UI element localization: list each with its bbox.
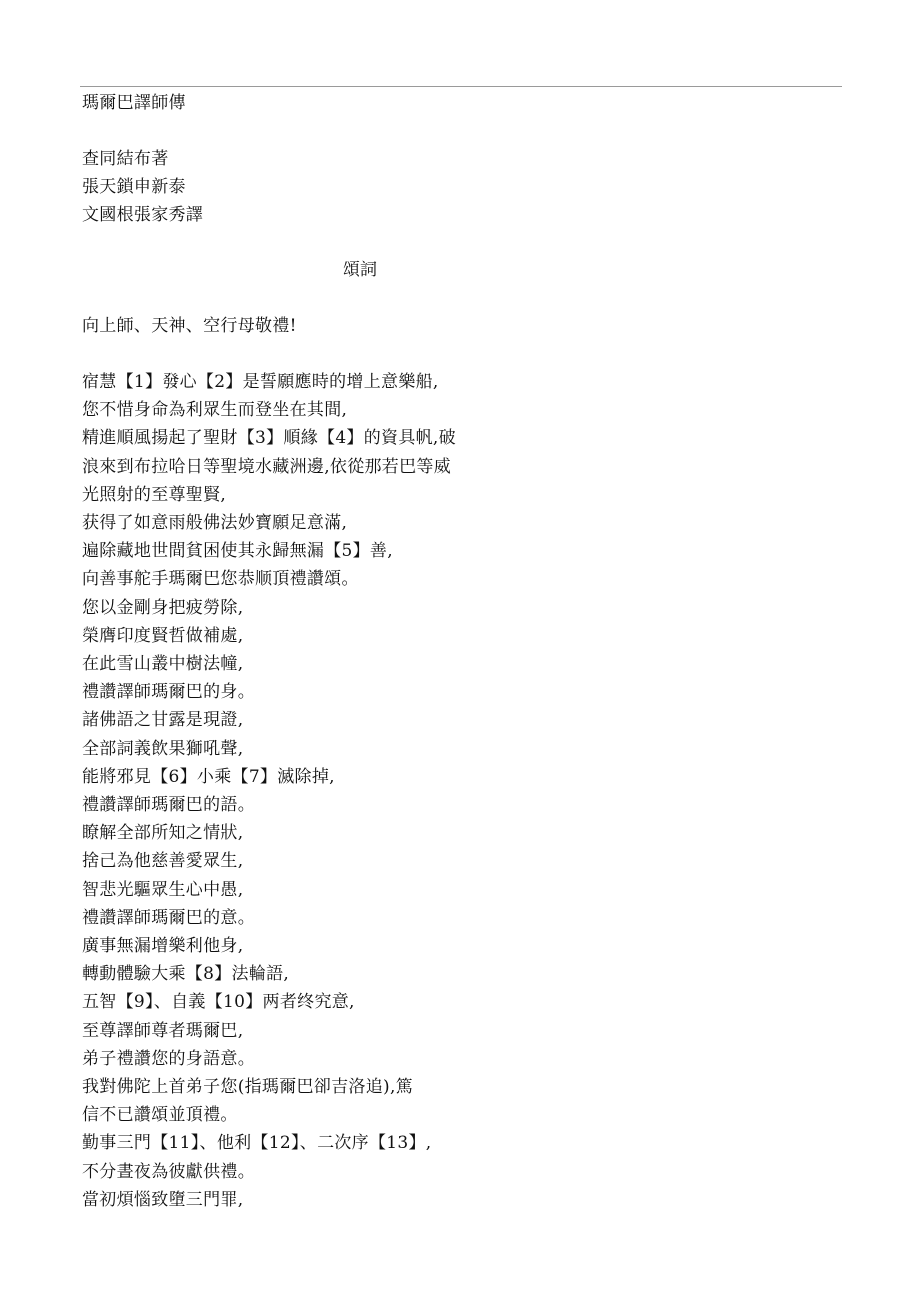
verse-line: 向善事舵手瑪爾巴您恭顺頂禮讚頌。 <box>82 569 359 590</box>
author-line: 查同結布著 <box>82 149 169 169</box>
verse-line: 勤事三門【11】、他利【12】、二次序【13】, <box>82 1133 432 1154</box>
section-heading: 頌詞 <box>343 260 377 280</box>
verse-line: 榮膺印度賢哲做補處, <box>82 625 244 646</box>
verse-line: 五智【9】、自義【10】两者终究意, <box>82 992 355 1013</box>
verse-line: 精進順風揚起了聖財【3】順緣【4】的資具帆,破 <box>82 428 456 449</box>
verse-line: 您不惜身命為利眾生而登坐在其間, <box>82 400 348 421</box>
verse-line: 光照射的至尊聖賢, <box>82 484 227 505</box>
verse-line: 获得了如意雨般佛法妙寶願足意滿, <box>82 513 348 533</box>
document-title: 瑪爾巴譯師傳 <box>82 93 186 113</box>
author-line: 文國根張家秀譯 <box>82 205 204 225</box>
verse-line: 諸佛語之甘露是現證, <box>82 710 244 731</box>
verse-line: 轉動體驗大乘【8】法輪語, <box>82 964 290 985</box>
verse-line: 您以金剛身把疲勞除, <box>82 597 244 618</box>
verse-line: 信不已讚頌並頂禮。 <box>82 1105 238 1126</box>
verse-line: 在此雪山叢中樹法幢, <box>82 654 244 674</box>
salutation: 向上師、天神、空行母敬禮! <box>82 316 297 336</box>
verse-line: 弟子禮讚您的身語意。 <box>82 1048 255 1069</box>
verse-line: 全部詞義飲果獅吼聲, <box>82 738 244 759</box>
verse-line: 我對佛陀上首弟子您(指瑪爾巴卻吉洛追),篤 <box>82 1077 413 1097</box>
verse-line: 宿慧【1】發心【2】是誓願應時的增上意樂船, <box>82 372 439 392</box>
verse-line: 浪來到布拉哈日等聖境水藏洲邊,依從那若巴等威 <box>82 456 452 477</box>
verse-line: 瞭解全部所知之情狀, <box>82 823 244 844</box>
verse-line: 遍除藏地世間貧困使其永歸無漏【5】善, <box>82 541 393 562</box>
verse-line: 至尊譯師尊者瑪爾巴, <box>82 1020 244 1041</box>
verse-line: 禮讚譯師瑪爾巴的身。 <box>82 682 255 703</box>
verse-line: 禮讚譯師瑪爾巴的語。 <box>82 795 255 815</box>
verse-line: 廣事無漏增樂利他身, <box>82 936 244 956</box>
verse-line: 能將邪見【6】小乘【7】滅除掉, <box>82 766 335 787</box>
verse-line: 智悲光驅眾生心中愚, <box>82 879 244 900</box>
verse-line: 當初煩惱致墮三門罪, <box>82 1189 244 1210</box>
verse-line: 不分晝夜為彼獻供禮。 <box>82 1161 255 1182</box>
verse-line: 禮讚譯師瑪爾巴的意。 <box>82 907 255 928</box>
header-rule <box>80 86 842 87</box>
verse-line: 捨己為他慈善愛眾生, <box>82 851 244 872</box>
author-line: 張天鎖申新泰 <box>82 177 186 197</box>
